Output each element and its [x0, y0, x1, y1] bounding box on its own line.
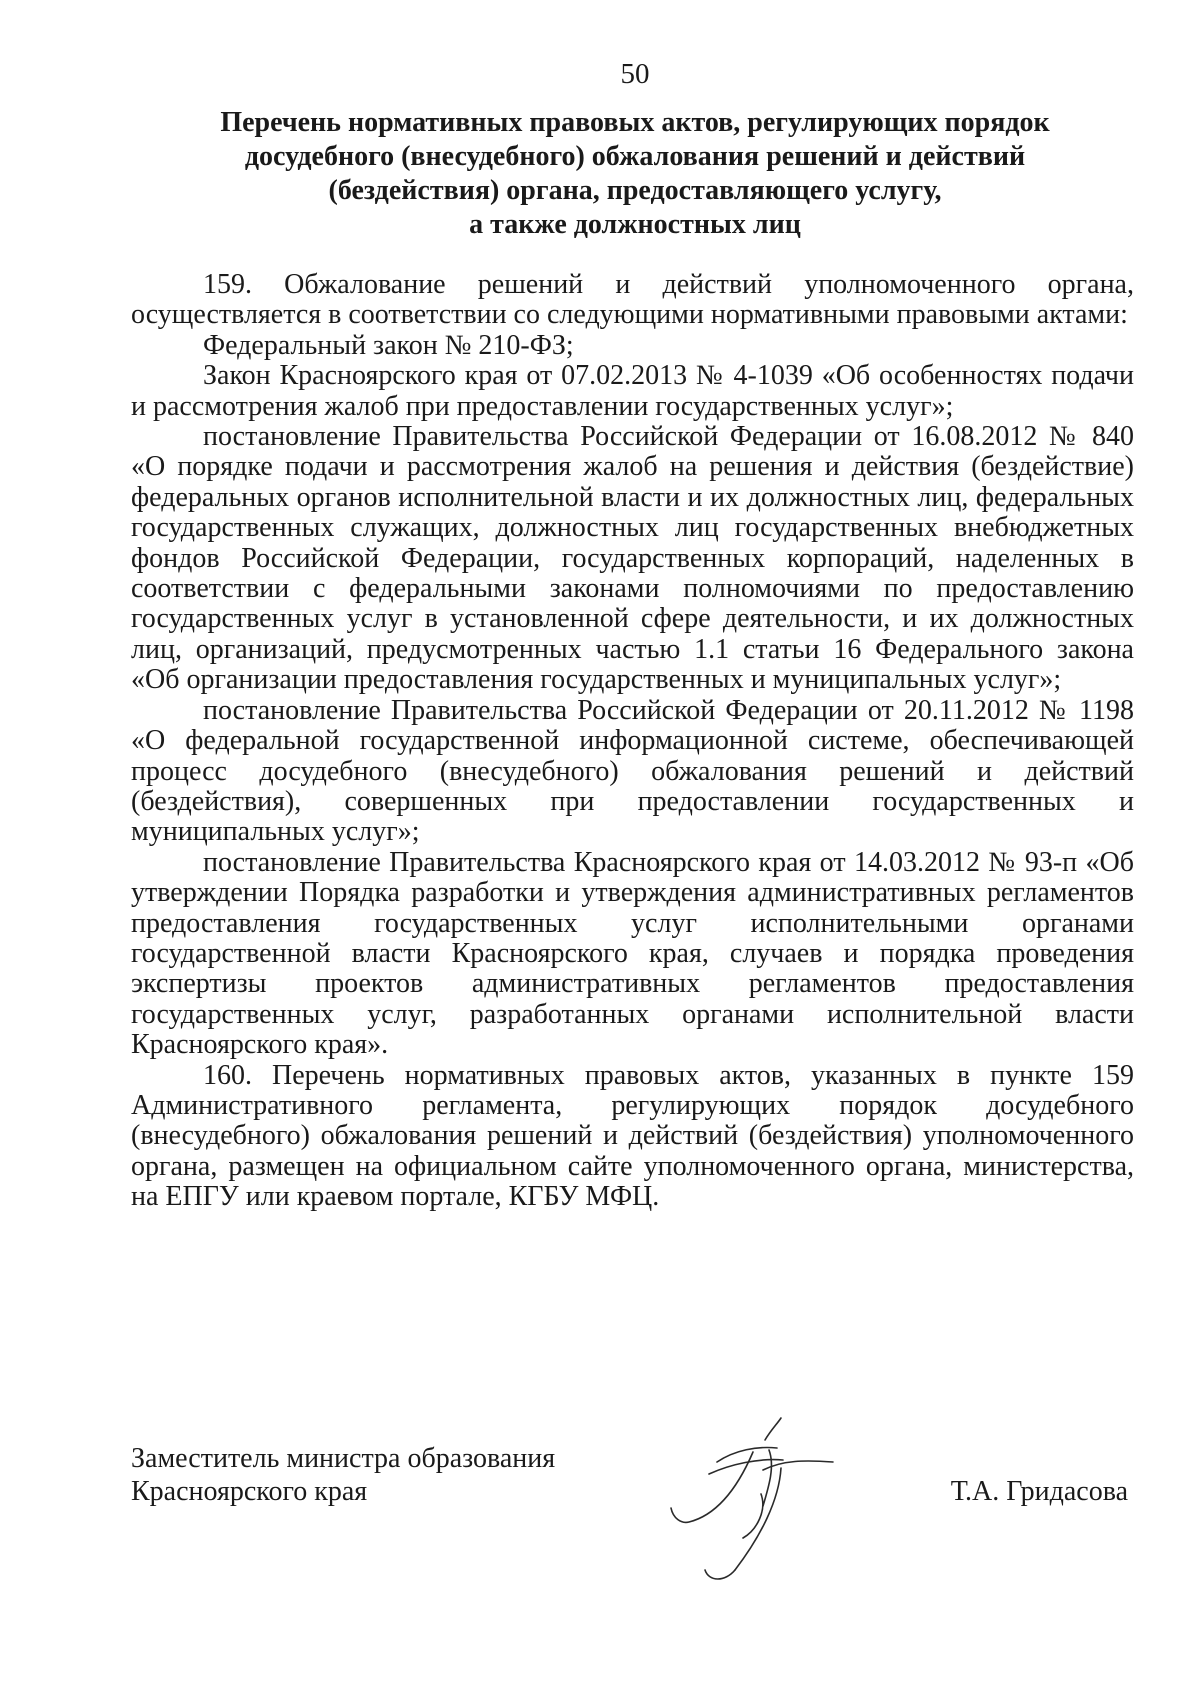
- document-heading: [135, 106, 1135, 242]
- paragraph-federal-law: Федеральный закон № 210-ФЗ;: [203, 329, 574, 361]
- heading-line-2: досудебного (внесудебного) обжалования решений и действий: [244, 141, 1026, 172]
- paragraph-159: 159. Обжалование решений и действий уполномоченного органа, осуществляется в соответствии со следующими нормативными правовыми актами:: [131, 269, 1134, 331]
- signatory-title-line-1: Заместитель министра образования: [131, 1443, 556, 1474]
- handwritten-signature: [665, 1410, 855, 1590]
- paragraph-resolution-93p: постановление Правительства Красноярского края от 14.03.2012 № 93-п «Об утверждении Порядка разработки и утверждения административных регламентов предоставления государственных услуг исполнительными органами государственной власти Красноярского края, случаев и порядка проведения экспертизы проектов административных регламентов предоставления государственных услуг, разработанных органами исполнительной власти Красноярского края».: [131, 846, 1134, 1061]
- heading-line-4: а также должностных лиц: [469, 209, 801, 240]
- signatory-title-line-2: Красноярского края: [131, 1476, 368, 1507]
- page-number: 50: [620, 58, 650, 90]
- paragraph-krasnoyarsk-law: Закон Красноярского края от 07.02.2013 № 4-1039 «Об особенностях подачи и рассмотрения жалоб при предоставлении государственных услуг»;: [131, 360, 1134, 422]
- signatory-name: Т.А. Гридасова: [950, 1476, 1128, 1507]
- heading-line-1: Перечень нормативных правовых актов, регулирующих порядок: [220, 107, 1050, 138]
- heading-line-3: (бездействия) органа, предоставляющего услугу,: [328, 175, 942, 206]
- paragraph-160: 160. Перечень нормативных правовых актов, указанных в пункте 159 Административного регламента, регулирующих порядок досудебного (внесудебного) обжалования решений и действий (бездействия) уполномоченного органа, размещен на официальном сайте уполномоченного органа, министерства, на ЕПГУ или краевом портале, КГБУ МФЦ.: [131, 1059, 1134, 1213]
- paragraph-resolution-1198: постановление Правительства Российской Федерации от 20.11.2012 № 1198 «О федеральной государственной информационной системе, обеспечивающей процесс досудебного (внесудебного) обжалования решений и действий (бездействия), совершенных при предоставлении государственных и муниципальных услуг»;: [131, 694, 1134, 848]
- document-body: [131, 270, 1134, 1213]
- signatory-title: [131, 1442, 555, 1508]
- paragraph-resolution-840: постановление Правительства Российской Федерации от 16.08.2012 № 840 «О порядке подачи и рассмотрения жалоб на решения и действия (бездействие) федеральных органов исполнительной власти и их должностных лиц, федеральных государственных служащих, должностных лиц государственных внебюджетных фондов Российской Федерации, государственных корпораций, наделенных в соответствии с федеральными законами полномочиями по предоставлению государственных услуг в установленной сфере деятельности, и их должностных лиц, организаций, предусмотренных частью 1.1 статьи 16 Федерального закона «Об организации предоставления государственных и муниципальных услуг»;: [131, 421, 1134, 696]
